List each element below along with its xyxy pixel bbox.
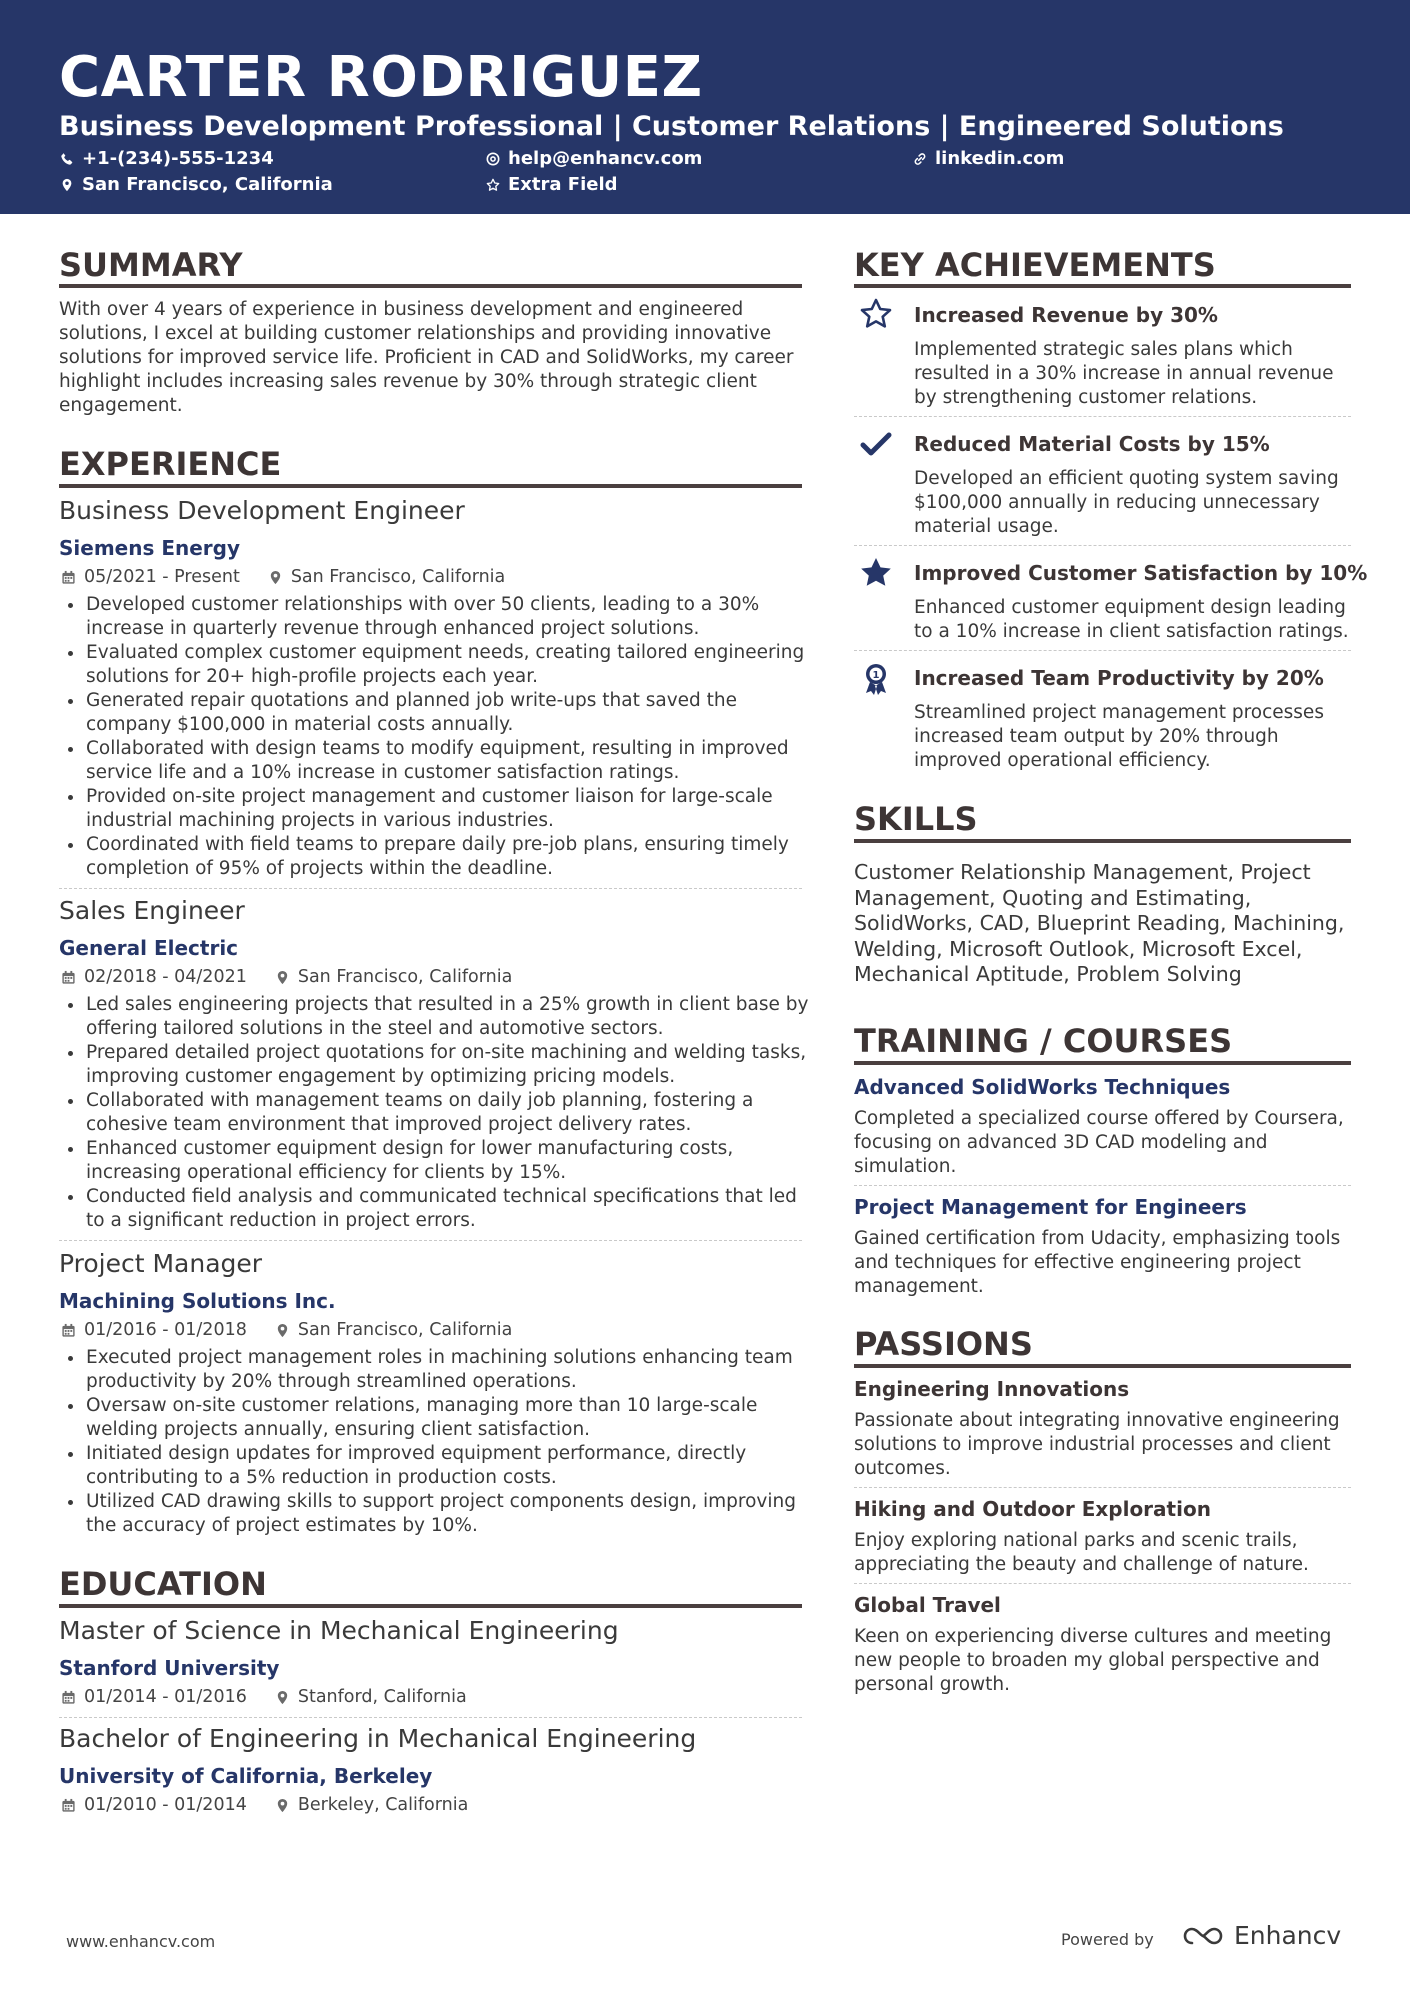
resume-header: [0, 0, 1410, 214]
education-dates: 01/2014 - 01/2016: [84, 1687, 247, 1707]
divider: [854, 650, 1351, 651]
training-rule: [854, 1061, 1351, 1065]
passion-title: Global Travel: [854, 1593, 1001, 1617]
list-item: Oversaw on-site customer relations, managing more than 10 large-scale welding projects annually, ensuring client satisfaction.: [59, 1394, 811, 1442]
achievement-title: Improved Customer Satisfaction by 10%: [914, 561, 1368, 585]
star-outline-icon: [858, 296, 894, 332]
course-description: Gained certification from Udacity, emphasizing tools and techniques for effective engineering project management.: [854, 1228, 1341, 1297]
education-rule: [59, 1604, 802, 1608]
job-bullets: [59, 1346, 811, 1538]
school-name: Stanford University: [59, 1656, 280, 1680]
location-pin-icon: [59, 176, 75, 194]
link-icon: [912, 150, 928, 168]
phone-icon: [59, 150, 75, 168]
job-title: Business Development Engineer: [59, 496, 465, 525]
location-text: San Francisco, California: [82, 174, 333, 195]
job-location: San Francisco, California: [297, 967, 513, 987]
job-dates: 01/2016 - 01/2018: [84, 1320, 247, 1340]
course-description: Completed a specialized course offered by Coursera, focusing on advanced 3D CAD modeling and simulation.: [854, 1108, 1344, 1177]
education-meta: [61, 1794, 468, 1816]
email-text[interactable]: help@enhancv.com: [508, 148, 703, 169]
job-meta: [61, 1319, 512, 1341]
list-item: Collaborated with design teams to modify equipment, resulting in improved service life and a 10% increase in customer satisfaction ratings.: [59, 737, 811, 785]
phone-text: +1-(234)-555-1234: [82, 148, 274, 169]
passions-rule: [854, 1364, 1351, 1368]
list-item: Initiated design updates for improved equipment performance, directly contributing to a 5% reduction in production costs.: [59, 1442, 811, 1490]
linkedin-text[interactable]: linkedin.com: [935, 148, 1065, 169]
enhancv-logo[interactable]: [1180, 1921, 1341, 1950]
passion-title: Hiking and Outdoor Exploration: [854, 1497, 1211, 1521]
company-name: Siemens Energy: [59, 536, 241, 560]
infinity-logo-icon: [1180, 1923, 1226, 1949]
training-heading: TRAINING / COURSES: [854, 1022, 1233, 1060]
skills-heading: SKILLS: [854, 800, 978, 838]
passions-heading: PASSIONS: [854, 1325, 1033, 1363]
passion-description: Enjoy exploring national parks and scenic trails, appreciating the beauty and challenge of nature.: [854, 1530, 1309, 1575]
job-bullets: [59, 993, 811, 1233]
summary-rule: [59, 284, 802, 288]
divider: [59, 888, 802, 889]
list-item: Coordinated with field teams to prepare daily pre-job plans, ensuring timely completion of 95% of projects within the deadline.: [59, 833, 811, 881]
achievement-title: Increased Revenue by 30%: [914, 303, 1218, 327]
award-ribbon-icon: [858, 660, 894, 696]
course-title: Project Management for Engineers: [854, 1195, 1247, 1219]
experience-rule: [59, 484, 802, 488]
summary-heading: SUMMARY: [59, 246, 243, 284]
passion-title: Engineering Innovations: [854, 1377, 1130, 1401]
achievement-title: Increased Team Productivity by 20%: [914, 666, 1324, 690]
calendar-icon: [61, 1323, 76, 1338]
divider: [854, 545, 1351, 546]
degree-title: Bachelor of Engineering in Mechanical Engineering: [59, 1724, 697, 1753]
checkmark-icon: [858, 426, 894, 462]
contact-extra: [485, 174, 618, 196]
footer-url[interactable]: www.enhancv.com: [66, 1932, 216, 1951]
achievement-description: Implemented strategic sales plans which resulted in a 30% increase in annual revenue by strengthening customer relations.: [914, 339, 1334, 408]
list-item: Collaborated with management teams on daily job planning, fostering a cohesive team environment that improved project delivery rates.: [59, 1089, 811, 1137]
list-item: Developed customer relationships with over 50 clients, leading to a 30% increase in quarterly revenue through enhanced project solutions.: [59, 593, 811, 641]
divider: [59, 1717, 802, 1718]
divider: [854, 1487, 1351, 1488]
star-filled-icon: [858, 555, 894, 591]
experience-heading: EXPERIENCE: [59, 445, 282, 483]
list-item: Conducted field analysis and communicated technical specifications that led to a significant reduction in project errors.: [59, 1185, 811, 1233]
location-pin-icon: [275, 970, 290, 985]
job-meta: [61, 566, 505, 588]
list-item: Provided on-site project management and customer liaison for large-scale industrial machining projects in various industries.: [59, 785, 811, 833]
contact-location: [59, 174, 333, 196]
achievement-description: Streamlined project management processes increased team output by 20% through improved operational efficiency.: [914, 702, 1324, 771]
course-title: Advanced SolidWorks Techniques: [854, 1075, 1231, 1099]
education-heading: EDUCATION: [59, 1565, 267, 1603]
job-location: San Francisco, California: [290, 567, 506, 587]
passion-description: Keen on experiencing diverse cultures and meeting new people to broaden my global perspective and personal growth.: [854, 1626, 1332, 1695]
location-pin-icon: [275, 1323, 290, 1338]
job-dates: 02/2018 - 04/2021: [84, 967, 247, 987]
skills-list: Customer Relationship Management, Project Management, Quoting and Estimating, SolidWorks, CAD, Blueprint Reading, Machining, Welding, Microsoft Outlook, Microsoft Excel, Mechanical Aptitude, Problem Solving: [854, 860, 1345, 986]
degree-title: Master of Science in Mechanical Engineering: [59, 1616, 619, 1645]
calendar-icon: [61, 1798, 76, 1813]
job-location: San Francisco, California: [297, 1320, 513, 1340]
powered-by-label: Powered by: [1061, 1930, 1154, 1949]
divider: [854, 1185, 1351, 1186]
company-name: Machining Solutions Inc.: [59, 1289, 336, 1313]
achievement-description: Enhanced customer equipment design leading to a 10% increase in client satisfaction ratings.: [914, 597, 1349, 642]
achievement-title: Reduced Material Costs by 15%: [914, 432, 1270, 456]
location-pin-icon: [268, 570, 283, 585]
candidate-name: CARTER RODRIGUEZ: [59, 45, 703, 110]
list-item: Executed project management roles in machining solutions enhancing team productivity by 20% through streamlined operations.: [59, 1346, 811, 1394]
list-item: Generated repair quotations and planned job write-ups that saved the company $100,000 in material costs annually.: [59, 689, 811, 737]
star-icon: [485, 176, 501, 194]
location-pin-icon: [275, 1798, 290, 1813]
brand-name: Enhancv: [1234, 1921, 1342, 1950]
candidate-tagline: Business Development Professional | Customer Relations | Engineered Solutions: [59, 111, 1284, 142]
contact-linkedin[interactable]: [912, 148, 1064, 170]
list-item: Utilized CAD drawing skills to support project components design, improving the accuracy of project estimates by 10%.: [59, 1490, 811, 1538]
education-location: Stanford, California: [297, 1687, 467, 1707]
school-name: University of California, Berkeley: [59, 1764, 433, 1788]
list-item: Prepared detailed project quotations for on-site machining and welding tasks, improving customer engagement by optimizing pricing models.: [59, 1041, 811, 1089]
divider: [59, 1240, 802, 1241]
extra-field-text: Extra Field: [508, 174, 618, 195]
skills-rule: [854, 839, 1351, 843]
divider: [854, 416, 1351, 417]
passion-description: Passionate about integrating innovative engineering solutions to improve industrial processes and client outcomes.: [854, 1410, 1340, 1479]
list-item: Enhanced customer equipment design for lower manufacturing costs, increasing operational efficiency for clients by 15%.: [59, 1137, 811, 1185]
job-title: Project Manager: [59, 1249, 263, 1278]
calendar-icon: [61, 1690, 76, 1705]
job-title: Sales Engineer: [59, 896, 245, 925]
job-dates: 05/2021 - Present: [84, 567, 240, 587]
education-dates: 01/2010 - 01/2014: [84, 1795, 247, 1815]
contact-email[interactable]: [485, 148, 702, 170]
achievements-rule: [854, 284, 1351, 288]
job-meta: [61, 966, 512, 988]
contact-phone: [59, 148, 274, 170]
list-item: Evaluated complex customer equipment needs, creating tailored engineering solutions for 20+ high-profile projects each year.: [59, 641, 811, 689]
svg-text:1: 1: [872, 670, 880, 681]
location-pin-icon: [275, 1690, 290, 1705]
list-item: Led sales engineering projects that resulted in a 25% growth in client base by offering tailored solutions in the steel and automotive sectors.: [59, 993, 811, 1041]
at-sign-icon: [485, 150, 501, 168]
job-bullets: [59, 593, 811, 881]
achievement-description: Developed an efficient quoting system saving $100,000 annually in reducing unnecessary material usage.: [914, 468, 1339, 537]
achievements-heading: KEY ACHIEVEMENTS: [854, 246, 1216, 284]
calendar-icon: [61, 970, 76, 985]
divider: [854, 1583, 1351, 1584]
summary-text: With over 4 years of experience in business development and engineered solutions, I excel at building customer relationships and providing innovative solutions for improved service life. Proficient in CAD and SolidWorks, my career highlight includes increasing sales revenue by 30% through strategic client engagement.: [59, 299, 794, 416]
education-meta: [61, 1686, 467, 1708]
education-location: Berkeley, California: [297, 1795, 469, 1815]
calendar-icon: [61, 570, 76, 585]
company-name: General Electric: [59, 936, 239, 960]
